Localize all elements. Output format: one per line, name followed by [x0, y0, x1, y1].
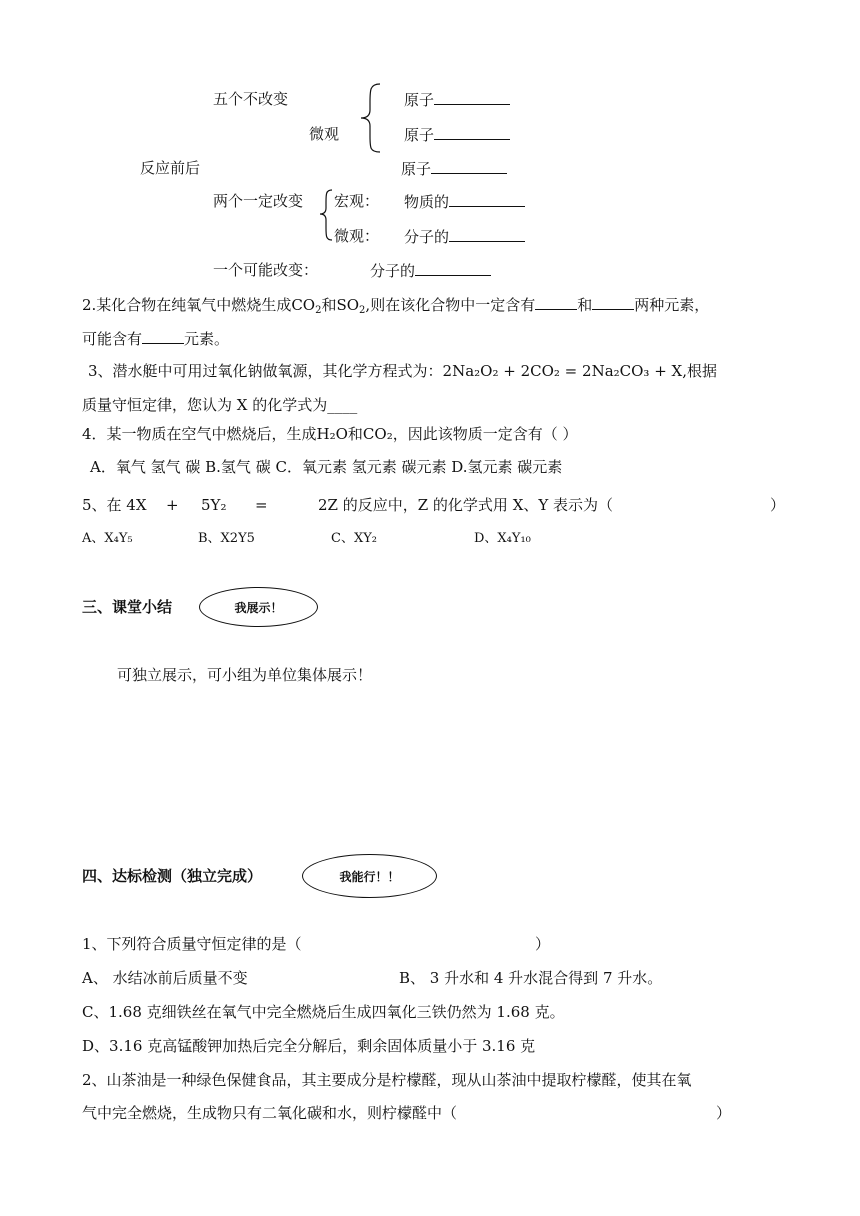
curly-brace-large	[358, 82, 386, 154]
section3-bubble: 我展示！	[199, 587, 318, 627]
one-maybe-label: 一个可能改变：	[213, 261, 319, 279]
macro-value: 物质的	[404, 191, 525, 212]
q5-plus: +	[166, 496, 179, 514]
q4-options: A．氧气 氢气 碳 B.氢气 碳 C．氧元素 氢元素 碳元素 D.氢元素 碳元素	[90, 458, 563, 476]
q4-stem: 4．某一物质在空气中燃烧后，生成H₂O和CO₂，因此该物质一定含有（ ）	[82, 425, 578, 443]
maybe-value: 分子的	[370, 260, 491, 281]
micro-value: 分子的	[404, 226, 525, 247]
q5-eq: =	[255, 496, 268, 514]
atom-row-3: 原子	[401, 158, 507, 179]
s4-q1-option-a: A、 水结冰前后质量不变	[82, 969, 248, 987]
q5-stem-a: 5、在 4X	[82, 496, 147, 514]
q5-y: 5Y₂	[201, 496, 227, 514]
s4-q1-stem: 1、下列符合质量守恒定律的是（	[82, 935, 302, 953]
atom-row-2: 原子	[404, 124, 510, 145]
five-unchanged-label: 五个不改变	[213, 90, 289, 108]
atom-row-1: 原子	[404, 89, 510, 110]
q5-option-a: A、X₄Y₅	[82, 531, 133, 546]
s4-q1-option-b: B、 3 升水和 4 升水混合得到 7 升水。	[399, 969, 663, 987]
section4-title: 四、达标检测（独立完成）	[82, 867, 263, 885]
q5-close: ）	[770, 496, 786, 514]
section4-bubble: 我能行！！	[302, 854, 437, 898]
s4-q2-close: ）	[716, 1104, 732, 1122]
q5-stem-b: 2Z 的反应中，Z 的化学式用 X、Y 表示为（	[318, 496, 614, 514]
micro-label: 微观	[309, 125, 340, 143]
q5-option-d: D、X₄Y₁₀	[474, 531, 531, 546]
s4-q1-option-d: D、3.16 克高锰酸钾加热后完全分解后，剩余固体质量小于 3.16 克	[82, 1037, 536, 1055]
q2-line1: 2.某化合物在纯氧气中燃烧生成$CO_2$和$SO_2$,则在该化合物中一定含有 和 两种元素，	[82, 296, 710, 316]
q5-option-b: B、X2Y5	[198, 531, 255, 546]
s4-q1-close: ）	[535, 935, 551, 953]
section3-title: 三、课堂小结	[82, 598, 173, 616]
s4-q2-line1: 2、山茶油是一种绿色保健食品，其主要成分是柠檬醛，现从山茶油中提取柠檬醛，使其在氧	[82, 1071, 692, 1089]
before-after-label: 反应前后	[140, 159, 201, 177]
micro-row: 微观：	[334, 227, 380, 245]
q3-line1: 3、潜水艇中可用过氧化钠做氧源，其化学方程式为：2Na₂O₂ + 2CO₂ = 2Na₂CO₃ + X,根据	[88, 362, 717, 380]
q5-option-c: C、XY₂	[331, 531, 377, 546]
two-changed-label: 两个一定改变	[213, 192, 304, 210]
q3-line2: 质量守恒定律，您认为 X 的化学式为____	[82, 396, 358, 414]
q2-line2: 可能含有 元素。	[82, 330, 230, 348]
s4-q2-line2: 气中完全燃烧，生成物只有二氧化碳和水，则柠檬醛中（	[82, 1104, 458, 1122]
macro-row: 宏观：	[334, 192, 380, 210]
curly-brace-small	[318, 188, 334, 242]
section3-text: 可独立展示，可小组为单位集体展示！	[117, 666, 373, 684]
s4-q1-option-c: C、1.68 克细铁丝在氧气中完全燃烧后生成四氧化三铁仍然为 1.68 克。	[82, 1003, 565, 1021]
